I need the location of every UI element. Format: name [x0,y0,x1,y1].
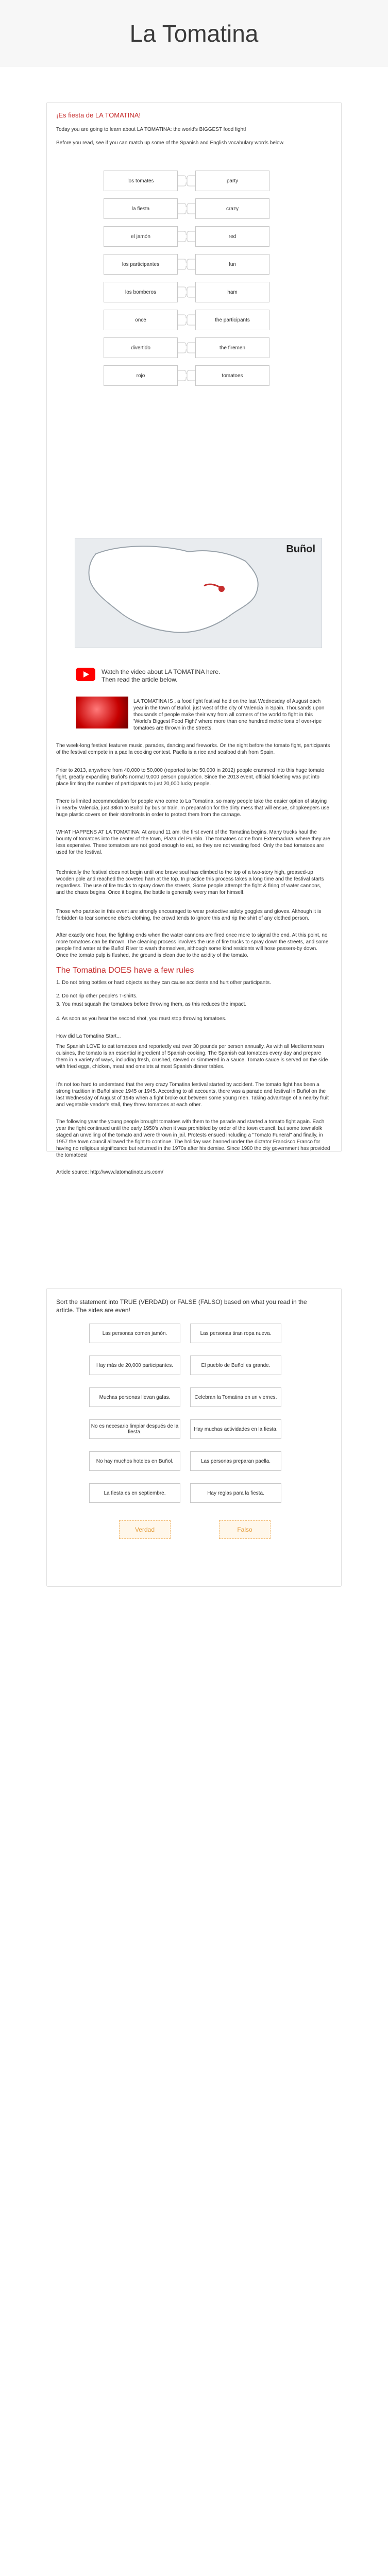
map-label-bunol: Buñol [286,544,315,555]
tf-item-8[interactable]: No hay muchos hoteles en Buñol. [89,1451,180,1471]
match-right-6[interactable]: the firemen [195,337,269,358]
article-p6: Technically the festival does not begin until one brave soul has climbed to the top of a two-story high, greased-up wooden pole and reached the coveted ham at the top. In practice this process takes a long time and the festival starts regardless. The use of fire trucks to spray down the streets, Some people attempt the fight & firing of water cannons, and the chaos begins. Once it begins, the battle is generally every man for himself. [56,870,324,895]
truefalse-card [46,1288,342,1587]
tf-item-1[interactable]: Las personas tiran ropa nueva. [190,1324,281,1343]
tf-item-4[interactable]: Muchas personas llevan gafas. [89,1387,180,1407]
intro-heading: ¡Es fiesta de LA TOMATINA! [56,111,141,119]
match-connector-7 [178,365,195,386]
match-left-0[interactable]: los tomates [104,171,178,191]
article-p2: The week-long festival features music, parades, dancing and fireworks. On the night before the tomato fight, participants of the festival compete in a paella cooking contest. Paella is a rice and seafood dish from Spain. [56,743,330,755]
match-left-6[interactable]: divertido [104,337,178,358]
match-right-2[interactable]: red [195,226,269,247]
match-left-4[interactable]: los bomberos [104,282,178,302]
match-connector-2 [178,226,195,247]
match-connector-1 [178,198,195,219]
match-right-3[interactable]: fun [195,254,269,275]
rule-4: 4. As soon as you hear the second shot, you must stop throwing tomatoes. [56,1016,227,1022]
match-right-1[interactable]: crazy [195,198,269,219]
tf-item-11[interactable]: Hay reglas para la fiesta. [190,1483,281,1503]
history-p3: The following year the young people brought tomatoes with them to the parade and started a tomato fight again. Each year the fight continued until the early 1950's when it was prohibited by order of the town council, but some townsfolk staged an unveiling of the tomato and were thrown in jail. Protests ensued including a "Tomato Funeral" and finally, in 1957 the town council allowed the fight to continue. The holiday was banned under the dictator Francisco Franco for having no religious significance but returned in the 1970s after his demise. Since 1980 the city government has provided the tomatoes! [56,1119,330,1158]
article-p8: After exactly one hour, the fighting ends when the water cannons are fired once more to signal the end. At this point, no more tomatoes can be thrown. The cleaning process involves the use of fire trucks to spray down the streets, and some people find water at the Buñol River to wash themselves, although some kind residents will hose passers-by down. Once the tomato pulp is flushed, the ground is clean due to the acidity of the tomato. [56,933,329,958]
history-p2: It's not too hard to understand that the very crazy Tomatina festival started by accident. The tomato fight has been a strong tradition in Buñol since 1945 or 1945. According to all accounts, there was a parade and festival in Buñol on the last Wednesday of August of 1945 when a fight broke out between some young men. Taking advantage of a nearby fruit and vegetable vendor's stall, they threw tomatoes at each other. [56,1082,329,1108]
rule-1: 1. Do not bring bottles or hard objects as they can cause accidents and hurt other participants. [56,980,271,986]
article-p4: There is limited accommodation for people who come to La Tomatina, so many people take the easier option of staying in nearby Valencia, just 38km to Buñol by bus or train. In preparation for the dirty mess that will ensue, shopkeepers use huge plastic covers on their storefronts in order to protect them from the carnage. [56,799,330,818]
truefalse-instruction: Sort the statement into TRUE (VERDAD) or FALSE (FALSO) based on what you read in the article. The sides are even! [56,1298,307,1314]
article-p5: WHAT HAPPENS AT LA TOMATINA: At around 11 am, the first event of the Tomatina begins. Many trucks haul the bounty of tomatoes into the center of the town, Plaza del Pueblo. The tomatoes come from Extremadura, where they are less expensive. These tomatoes are not good enough to eat, so they are not wasting food. Only the bad tomatoes are used for the festival. [56,829,330,855]
page-title: La Tomatina [129,20,259,47]
match-left-3[interactable]: los participantes [104,254,178,275]
match-connector-6 [178,337,195,358]
video-line1: Watch the video about LA TOMATINA here. [102,668,221,675]
history-p1: The Spanish LOVE to eat tomatoes and reportedly eat over 30 pounds per person annually. As with all Mediterranean cuisines, the tomato is an essential ingredient of Spanish cooking. The Spanish eat tomatoes every day and prepare them in a variety of ways, including fresh, crushed, stewed or simmered in a sauce. Tomato sauce is served on the side with fried eggs, chicken, meat and omelets at most Spanish dinner tables. [56,1044,328,1070]
rules-title: The Tomatina DOES have a few rules [56,966,194,975]
article-p1: LA TOMATINA IS , a food fight festival held on the last Wednesday of August each year in the town of Buñol, just west of the city of Valencia in Spain. Thousands upon thousands of people make their way from all corners of the world to fight in this 'World's Biggest Food Fight' where more than one hundred metric tons of over-ripe tomatoes are thrown in the streets. [133,699,325,731]
rule-3: 3. You must squash the tomatoes before throwing them, as this reduces the impact. [56,1002,247,1007]
youtube-icon[interactable] [76,668,95,681]
bin-verdad[interactable]: Verdad [119,1520,171,1539]
match-left-5[interactable]: once [104,310,178,330]
match-right-0[interactable]: party [195,171,269,191]
bin-falso[interactable]: Falso [219,1520,271,1539]
spain-map [75,538,322,648]
page-header [0,0,388,67]
tf-item-5[interactable]: Celebran la Tomatina en un viernes. [190,1387,281,1407]
match-right-7[interactable]: tomatoes [195,365,269,386]
tf-item-7[interactable]: Hay muchas actividades en la fiesta. [190,1419,281,1439]
match-connector-0 [178,171,195,191]
tf-item-3[interactable]: El pueblo de Buñol es grande. [190,1355,281,1375]
tf-item-2[interactable]: Hay más de 20,000 participantes. [89,1355,180,1375]
tf-item-0[interactable]: Las personas comen jamón. [89,1324,180,1343]
tf-item-6[interactable]: No es necesario limpiar después de la fiesta. [89,1419,180,1439]
match-right-5[interactable]: the participants [195,310,269,330]
match-left-2[interactable]: el jamón [104,226,178,247]
intro-p2: Before you read, see if you can match up some of the Spanish and English vocabulary words below. [56,140,285,146]
match-left-7[interactable]: rojo [104,365,178,386]
tf-item-9[interactable]: Las personas preparan paella. [190,1451,281,1471]
match-connector-4 [178,282,195,302]
tomatina-photo [76,697,128,728]
match-connector-3 [178,254,195,275]
intro-card [46,102,342,1175]
article-p3: Prior to 2013, anywhere from 40,000 to 50,000 (reported to be 50,000 in 2012) people crammed into this huge tomato fight, greatly expanding Buñol's normal 9,000 person population. Since the 2013 event, official ticketing was put into place limiting the number of participants to just 20,000 lucky people. [56,768,325,787]
article-source: Article source: http://www.latomatinatours.com/ [56,1170,163,1175]
history-title: How did La Tomatina Start... [56,1033,121,1039]
tf-item-10[interactable]: La fiesta es en septiembre. [89,1483,180,1503]
article-p7: Those who partake in this event are strongly encouraged to wear protective safety goggles and gloves. Although it is forbidden to tear someone else's clothing, the crowd tends to ignore this and rip the shirt of any clothed person. [56,909,322,921]
video-line2: Then read the article below. [102,676,178,683]
intro-p1: Today you are going to learn about LA TOMATINA: the world's BIGGEST food fight! [56,127,246,132]
rule-2: 2. Do not rip other people's T-shirts. [56,993,138,999]
map-shape [75,538,323,649]
match-connector-5 [178,310,195,330]
match-right-4[interactable]: ham [195,282,269,302]
match-left-1[interactable]: la fiesta [104,198,178,219]
